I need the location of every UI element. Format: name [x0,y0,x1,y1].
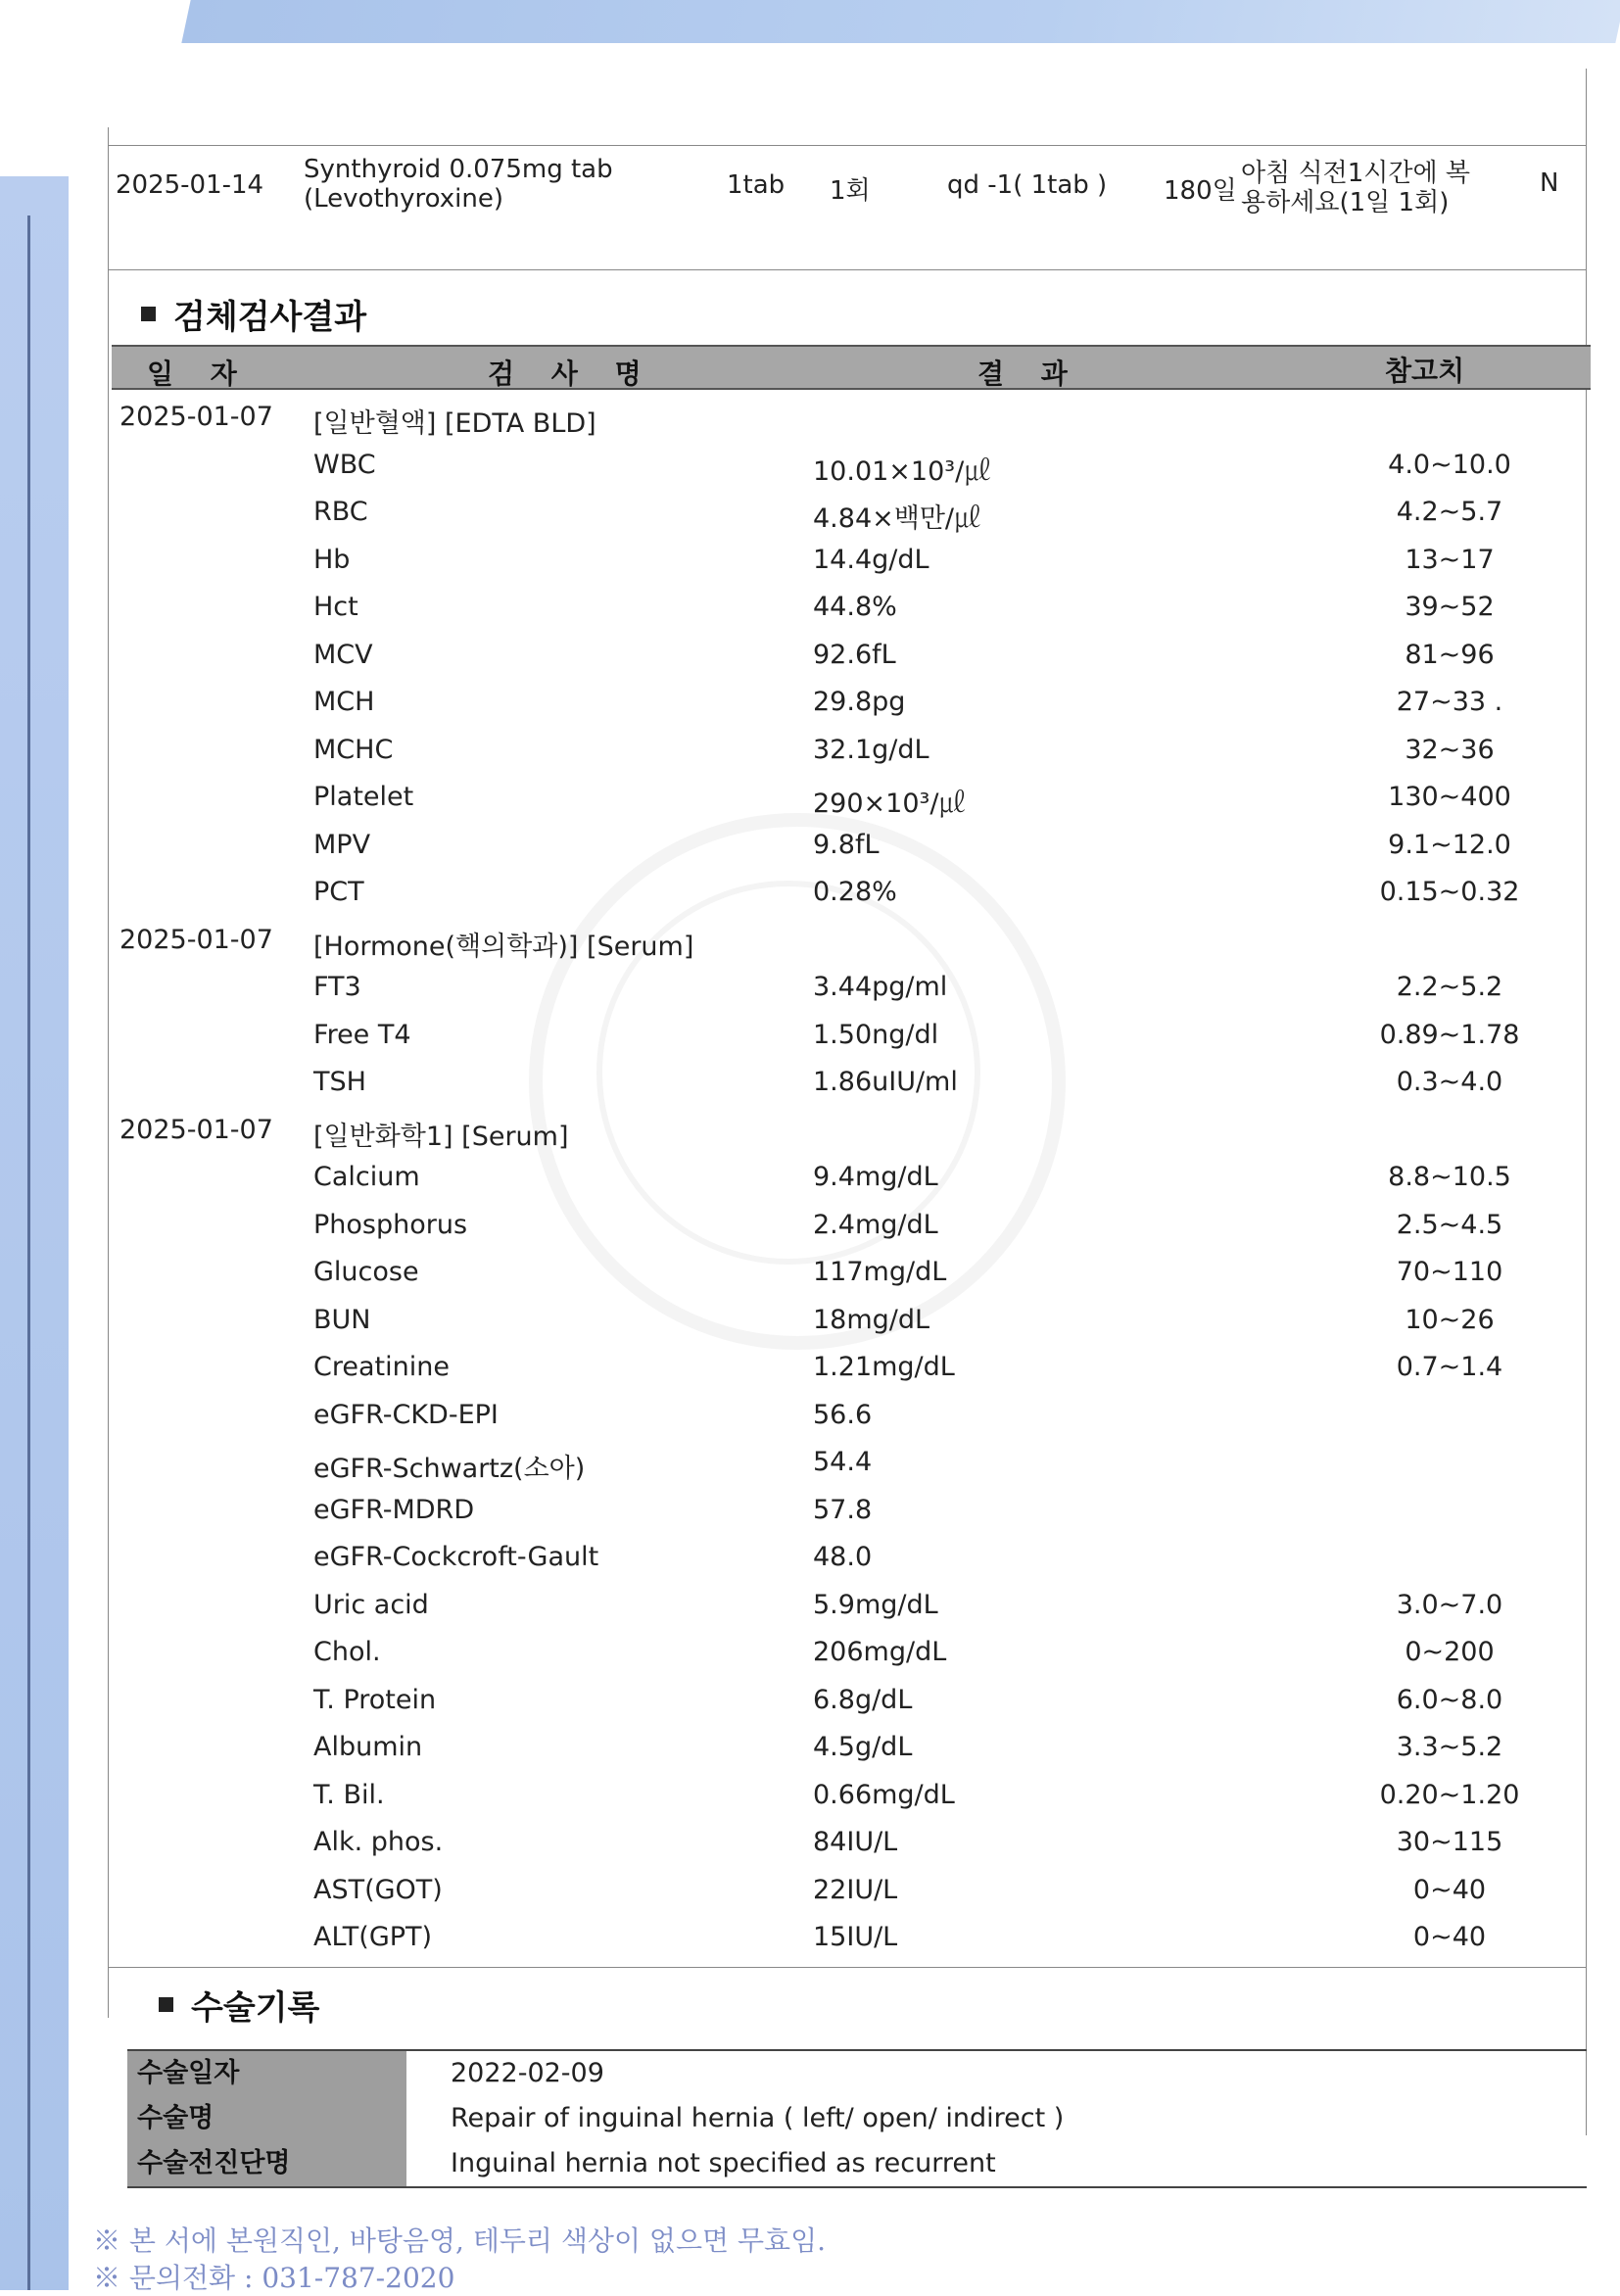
lab-test-name: Creatinine [313,1352,450,1382]
lab-result-row [108,1732,1587,1771]
lab-result-row [108,1542,1587,1581]
lab-test-name: MPV [313,829,371,860]
rx-days: 180일 [1164,176,1237,206]
lab-test-name: RBC [313,497,368,527]
header-date: 일 자 [147,358,251,390]
lab-result-row [108,1685,1587,1724]
square-bullet-icon [159,1997,173,2012]
lab-reference-range: 70~110 [1396,1257,1503,1287]
header-test-name: 검 사 명 [488,358,655,390]
lab-result-row [108,1827,1587,1866]
lab-result-row [108,735,1587,774]
square-bullet-icon [141,307,156,321]
surgery-row-diagnosis [127,2141,1587,2186]
left-band-edge [27,215,30,2290]
lab-result-row [108,877,1587,916]
lab-reference-range: 27~33 . [1396,687,1503,717]
contact-footnote: ※ 문의전화 : 031-787-2020 [93,2262,455,2294]
lab-test-name: TSH [313,1067,366,1097]
lab-reference-range: 0.20~1.20 [1379,1779,1520,1810]
lab-result-row [108,1257,1587,1296]
lab-result-value: 48.0 [813,1542,873,1572]
lab-reference-range: 39~52 [1405,592,1495,622]
lab-result-value: 206mg/dL [813,1637,947,1667]
lab-result-value: 14.4g/dL [813,544,929,575]
lab-result-row [108,1162,1587,1201]
surgery-table [127,2049,1587,2188]
surgery-name-label: 수술명 [127,2096,406,2141]
lab-group-row [108,925,1587,964]
lab-bottom-line [108,1967,1587,1968]
lab-test-name: WBC [313,449,376,480]
lab-test-name: Chol. [313,1637,381,1667]
lab-test-name: PCT [313,877,364,907]
lab-result-value: 57.8 [813,1494,873,1525]
lab-test-name: BUN [313,1304,371,1335]
lab-result-value: 4.84×백만/㎕ [813,503,981,534]
lab-reference-range: 0~40 [1412,1922,1487,1952]
lab-test-name: Uric acid [313,1589,429,1620]
lab-reference-range: 0.15~0.32 [1379,877,1520,907]
lab-result-value: 1.86uIU/ml [813,1067,958,1097]
lab-test-name: Albumin [313,1732,423,1762]
lab-test-name: T. Protein [313,1684,437,1715]
lab-result-row [108,1637,1587,1676]
lab-result-value: 9.8fL [813,829,880,860]
lab-reference-range: 30~115 [1396,1827,1503,1857]
lab-date: 2025-01-07 [119,1114,273,1145]
surgery-diagnosis-value: Inguinal hernia not specified as recurrent [451,2148,996,2178]
lab-reference-range: 32~36 [1405,734,1495,765]
surgery-section-title-text: 수술기록 [191,1988,320,2028]
lab-section-title-text: 검체검사결과 [173,298,367,337]
lab-test-name: eGFR-Cockcroft-Gault [313,1542,599,1572]
lab-test-name: Hb [313,544,351,575]
lab-test-name: [일반화학1] [Serum] [313,1121,569,1152]
lab-reference-range: 10~26 [1405,1304,1495,1335]
lab-result-value: 44.8% [813,592,897,622]
lab-reference-range: 4.2~5.7 [1396,497,1503,527]
lab-result-row [108,450,1587,489]
lab-reference-range: 13~17 [1405,544,1495,575]
surgery-date-value: 2022-02-09 [451,2058,604,2088]
lab-result-row [108,830,1587,869]
lab-reference-range: 2.2~5.2 [1396,972,1503,1002]
surgery-section-title [159,1981,319,2029]
rx-bottom-line [108,269,1587,270]
surgery-row-name [127,2096,1587,2141]
rx-drug-name: Synthyroid 0.075mg tab [304,155,613,184]
lab-table-header [112,345,1591,390]
lab-reference-range: 9.1~12.0 [1388,829,1511,860]
lab-result-value: 117mg/dL [813,1257,947,1287]
lab-reference-range: 81~96 [1405,639,1495,670]
lab-result-value: 32.1g/dL [813,734,929,765]
lab-result-row [108,1067,1587,1106]
lab-result-value: 0.66mg/dL [813,1779,955,1810]
rx-frequency: qd -1( 1tab ) [947,170,1108,200]
left-blue-band [0,176,69,2290]
lab-test-name: ALT(GPT) [313,1922,433,1952]
lab-test-name: eGFR-Schwartz(소아) [313,1454,586,1484]
surgery-name-value: Repair of inguinal hernia ( left/ open/ indirect ) [451,2103,1065,2133]
lab-result-row [108,1305,1587,1344]
lab-test-name: [일반혈액] [EDTA BLD] [313,408,596,439]
lab-test-name: eGFR-CKD-EPI [313,1399,499,1430]
lab-result-row [108,1495,1587,1534]
lab-result-row [108,1352,1587,1391]
validity-footnote: ※ 본 서에 본원직인, 바탕음영, 테두리 색상이 없으면 무효임. [93,2224,827,2257]
header-result: 결 과 [977,358,1081,390]
top-blue-band [181,0,1620,43]
lab-result-value: 3.44pg/ml [813,972,948,1002]
lab-reference-range: 0.3~4.0 [1396,1067,1503,1097]
lab-test-name: AST(GOT) [313,1874,443,1905]
lab-test-name: Platelet [313,782,414,812]
lab-test-name: T. Bil. [313,1779,385,1810]
lab-test-name: Calcium [313,1162,420,1192]
lab-result-row [108,497,1587,536]
rx-flag: N [1540,168,1559,198]
lab-result-value: 29.8pg [813,687,906,717]
lab-result-value: 10.01×10³/㎕ [813,455,991,487]
lab-test-name: FT3 [313,972,361,1002]
lab-result-row [108,1875,1587,1914]
lab-test-name: MCHC [313,734,394,765]
lab-result-row [108,1780,1587,1819]
lab-result-value: 5.9mg/dL [813,1589,938,1620]
lab-reference-range: 0.89~1.78 [1379,1019,1520,1050]
lab-result-value: 54.4 [813,1447,873,1477]
lab-test-name: Free T4 [313,1019,411,1050]
lab-result-value: 4.5g/dL [813,1732,913,1762]
lab-test-name: MCV [313,639,373,670]
lab-result-row [108,545,1587,584]
lab-result-value: 1.21mg/dL [813,1352,955,1382]
lab-result-row [108,782,1587,821]
lab-test-name: Hct [313,592,358,622]
lab-result-row [108,687,1587,726]
lab-test-name: [Hormone(핵의학과)] [Serum] [313,931,694,962]
lab-reference-range: 3.0~7.0 [1396,1589,1503,1620]
lab-reference-range: 6.0~8.0 [1396,1684,1503,1715]
lab-date: 2025-01-07 [119,924,273,955]
lab-result-value: 22IU/L [813,1874,898,1905]
document-page [108,59,1587,2194]
lab-reference-range: 8.8~10.5 [1388,1162,1511,1192]
lab-group-row [108,1115,1587,1154]
lab-result-value: 0.28% [813,877,897,907]
lab-reference-range: 0~200 [1405,1637,1495,1667]
lab-result-row [108,1020,1587,1059]
lab-result-row [108,640,1587,679]
lab-result-row [108,972,1587,1011]
rx-dose: 1tab [727,170,786,200]
surgery-diagnosis-label: 수술전진단명 [127,2141,406,2186]
lab-test-name: MCH [313,687,375,717]
lab-result-row [108,1210,1587,1249]
lab-reference-range: 0.7~1.4 [1396,1352,1503,1382]
prescription-row [108,145,1587,233]
lab-result-row [108,1400,1587,1439]
rx-count: 1회 [830,176,871,206]
lab-test-name: Glucose [313,1257,419,1287]
surgery-date-label: 수술일자 [127,2051,406,2096]
header-reference: 참고치 [1385,355,1465,387]
rx-drug-generic: (Levothyroxine) [304,184,503,214]
lab-result-value: 9.4mg/dL [813,1162,938,1192]
lab-test-name: Alk. phos. [313,1827,444,1857]
lab-reference-range: 3.3~5.2 [1396,1732,1503,1762]
lab-reference-range: 130~400 [1388,782,1511,812]
lab-result-value: 1.50ng/dl [813,1019,939,1050]
lab-result-row [108,1922,1587,1961]
lab-group-row [108,402,1587,441]
lab-result-value: 15IU/L [813,1922,898,1952]
lab-result-value: 92.6fL [813,639,896,670]
lab-result-value: 18mg/dL [813,1304,930,1335]
lab-result-row [108,1590,1587,1629]
lab-date: 2025-01-07 [119,402,273,432]
rx-instruction-2: 용하세요(1일 1회) [1241,188,1450,217]
lab-result-value: 84IU/L [813,1827,898,1857]
lab-reference-range: 4.0~10.0 [1388,449,1511,480]
lab-reference-range: 2.5~4.5 [1396,1209,1503,1240]
rx-instruction-1: 아침 식전1시간에 복 [1241,159,1470,188]
lab-section-title [141,290,366,338]
lab-test-name: Phosphorus [313,1209,468,1240]
lab-result-value: 56.6 [813,1399,873,1430]
rx-date: 2025-01-14 [116,170,264,200]
lab-result-value: 6.8g/dL [813,1684,913,1715]
lab-result-row [108,1447,1587,1486]
lab-reference-range: 0~40 [1412,1874,1487,1905]
lab-result-value: 290×10³/㎕ [813,789,966,819]
lab-test-name: eGFR-MDRD [313,1494,475,1525]
lab-result-row [108,592,1587,631]
surgery-row-date [127,2051,1587,2096]
lab-result-value: 2.4mg/dL [813,1209,938,1240]
